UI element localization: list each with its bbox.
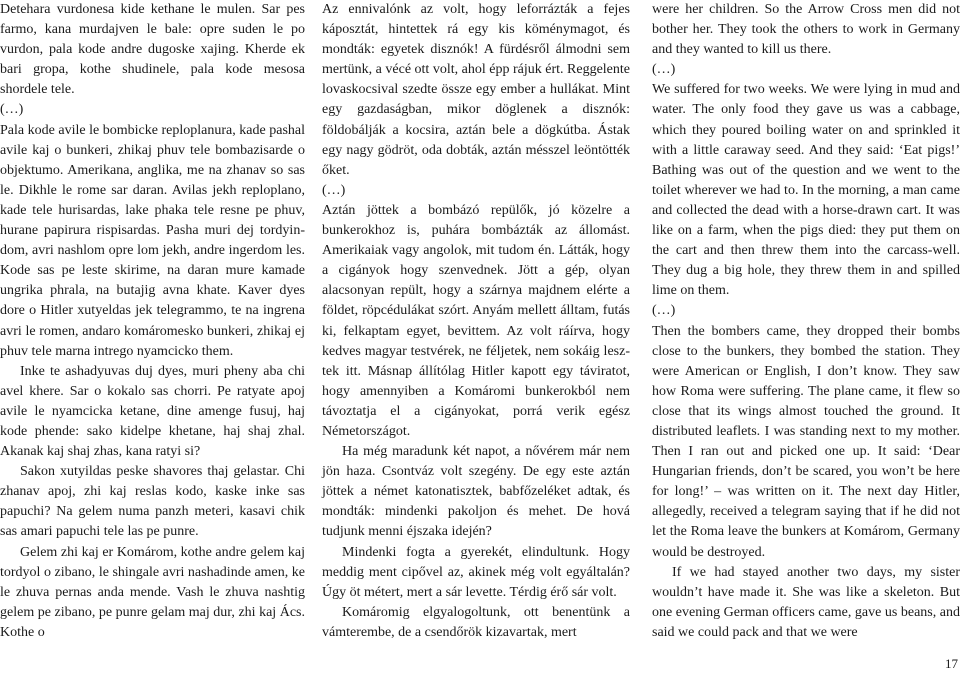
paragraph: (…) xyxy=(652,303,676,319)
paragraph: Ha még maradunk két napot, a nővérem már nem jön haza. Csontváz volt szegény. De egy este aztán jöttek a német katonatisztek, babfőzeléket adtak, és mondták: mindenki pakoljon és mehet. De hová tudjunk menni éjszaka idején? xyxy=(322,444,630,540)
paragraph: Mindenki fogta a gyerekét, elindultunk. Hogy meddig ment cipővel az, akinek még volt egyáltalán? Úgy öt métert, mert a sár levette. Térdig érő sár volt. xyxy=(322,544,630,600)
paragraph: Aztán jöttek a bombázó repülők, jó közelre a bunkerokhoz is, puhára bombázták az állomást. Amerikaiak vagy angolok, mit tudom én. Látták, hogy a cigányok hogy szenvednek. Jött a gép, olyan alacsonyan repült, hogy a szárnya majdnem elérte a földet, röpcédulákat szórt. Anyám mellett álltam, futás ki, felkaptam egyet, bevittem. Az volt ráírva, hogy kedves magyar testvérek, ne féljetek, nem sokáig lesztek itt. Másnap állítólag Hitler kapott egy táviratot, hogy amennyiben a Komáromi bunkerokból nem távoztatja el a cigányokat, porrá verik egész Németországot. xyxy=(322,202,630,439)
paragraph: Gelem zhi kaj er Komárom, kothe andre gelem kaj tordyol o zibano, le shingale avri nashadinde amen, ke le zhuva pernas anda mende. Vash le zhuva nashtig gelem pe zibano, pe punre gelam maj dur, zhi kaj Ács. Kothe o xyxy=(0,544,305,640)
paragraph: Az ennivalónk az volt, hogy leforrázták a fejes káposztát, hintettek rá egy kis köménymagot, és mondták: egyetek disznók! A fürdésről álmodni sem mertünk, a vécé ott volt, ahol épp rájuk ért. Reggelente lovaskocsival szedte össze egy ember a hullákat. Mint egy gazdaságban, mikor döglenek a disznók: földobálják a kocsira, aztán bele a dögkútba. Ástak egy nagy gödröt, oda dobták, aztán mésszel leöntötték őket. xyxy=(322,2,630,178)
hungarian-text-column xyxy=(322,0,630,643)
paragraph: were her children. So the Arrow Cross men did not bother her. They took the others to work in Germany and they wanted to kill us there. xyxy=(652,2,960,58)
paragraph: (…) xyxy=(652,62,676,78)
romani-text-column xyxy=(0,0,305,643)
paragraph: Detehara vurdonesa kide kethane le mulen. Sar pes farmo, kana murdajven le bale: opre suden le po vurdon, pala kode andre dugoske xajing. Kherde ek bari gropa, kothe shudinele, pala kode mesosa shordele tele. xyxy=(0,2,305,98)
english-text-column xyxy=(652,0,960,643)
paragraph: Sakon xutyildas peske shavores thaj gelastar. Chi zhanav apoj, zhi kaj reslas kodo, kaske inke sas papuchi? Na gelem numa panzh meteri, kasavi chik sas amari papuchi tele las pe punre. xyxy=(0,464,305,540)
paragraph: If we had stayed another two days, my sister wouldn’t have made it. She was like a skeleton. But one evening German officers came, gave us beans, and said we could pack and that we were xyxy=(652,564,960,640)
paragraph: Komáromig elgyalogoltunk, ott benentünk a vámterembe, de a csendőrök kizavartak, mert xyxy=(322,604,630,640)
paragraph: (…) xyxy=(322,182,346,198)
paragraph: Inke te ashadyuvas duj dyes, muri pheny aba chi avel khere. Sar o kokalo sas chorri. Pe ratyate apoj avile le nyamcicka ketane, dine amenge fusuj, haj kode phende: sako kidelpe khetane, haj shaj zhal. Akanak kaj shaj zhas, kana ratyi si? xyxy=(0,363,305,460)
paragraph: (…) xyxy=(0,102,24,118)
page-number: 17 xyxy=(945,656,958,671)
paragraph: Then the bombers came, they dropped their bombs close to the bunkers, they bombed the station. They were American or English, I don’t know. They saw how Roma were suffering. The plane came, it flew so close that its wings almost touched the ground. It distributed leaflets. I was standing next to my mother. Then I ran out and picked one up. It said: ‘Dear Hungarian friends, don’t be scared, you won’t be here for long!’ – was written on it. The next day Hitler, allegedly, received a telegram saying that if he did not let the Roma leave the bunkers at Komárom, Germany would be destroyed. xyxy=(652,323,960,560)
paragraph: We suffered for two weeks. We were lying in mud and water. The only food they gave us was a cabbage, which they poured boiling water on and sprinkled it with a little caraway seed. And they said: ‘Eat pigs!’ Bathing was out of the question and we went to the toilet wherever we had to. In the morning, a man came and collected the dead with a horse-drawn cart. It was like on a farm, when the pigs died: they put them on the cart and then threw them into the carcass-well. They dug a big hole, they threw them in and spilled lime on them. xyxy=(652,82,960,299)
paragraph: Pala kode avile le bombicke reploplanura, kade pashal avile kaj o bunkeri, zhikaj phuv tele bombazisarde o objektumo. Amerikana, anglika, me na zhanav so sas le. Dikhle le rome sar daran. Avilas jekh reploplano, kade tele hurisardas, lake phaka tele resne pe phuv, hurane papirura rispisardas. Pasha muri dej tordyindom, avri nashlom opre lom jekh, andre ingerdom les. Kode sas pe leste skirime, na daran mure kamade ungrika phrala, na butajig avna khate. Kaver dyes dore o Hitler xutyeldas jek telegrammo, te na ingrena avri le romen, andaro komáromesko bunkeri, zhikaj ej phuv tele marna intrego nyamcicko them. xyxy=(0,122,305,359)
